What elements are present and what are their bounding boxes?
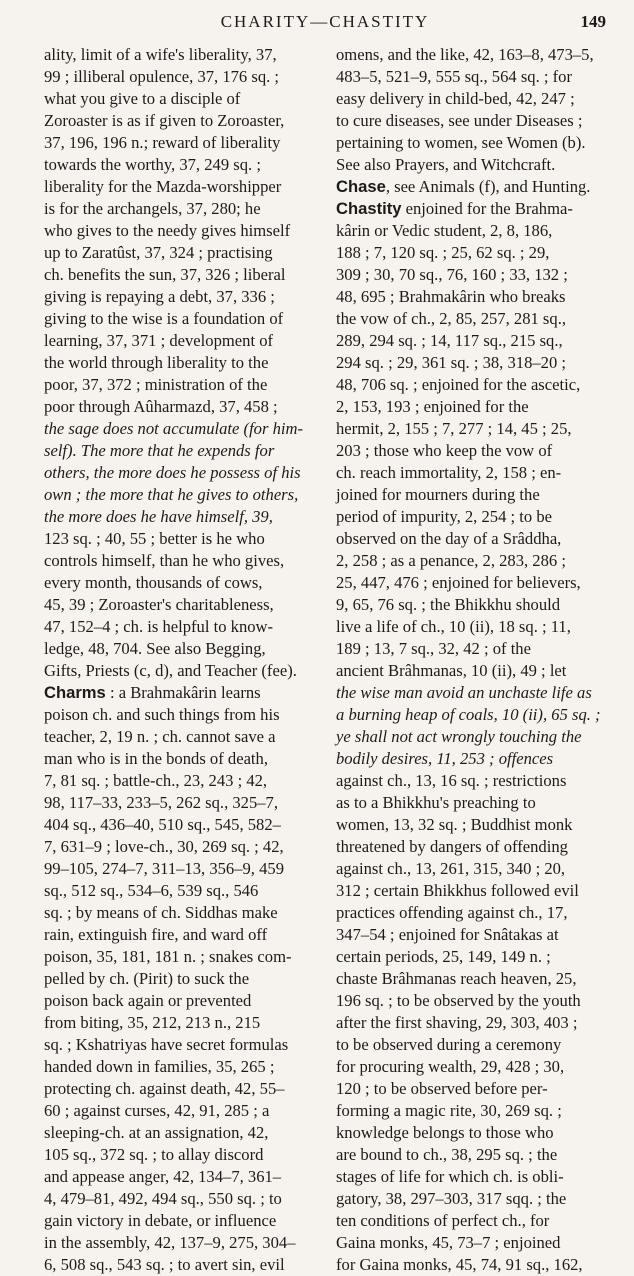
index-line bbox=[336, 176, 618, 198]
index-line-text: a burning heap of coals, 10 (ii), 65 sq. ; bbox=[336, 705, 601, 724]
index-line bbox=[44, 88, 326, 110]
page-number: 149 bbox=[580, 12, 606, 31]
index-line-text: joined for mourners during the bbox=[336, 485, 540, 504]
index-line bbox=[44, 572, 326, 594]
index-line-text: poor, 37, 372 ; ministration of the bbox=[44, 375, 268, 394]
index-line-text: kârin or Vedic student, 2, 8, 186, bbox=[336, 221, 553, 240]
index-line-text: women, 13, 32 sq. ; Buddhist monk bbox=[336, 815, 573, 834]
index-line bbox=[44, 44, 326, 66]
index-line bbox=[44, 220, 326, 242]
index-line bbox=[44, 550, 326, 572]
index-line-text: against ch., 13, 16 sq. ; restrictions bbox=[336, 771, 567, 790]
index-line bbox=[44, 880, 326, 902]
index-line-text: pertaining to women, see Women (b). bbox=[336, 133, 586, 152]
index-line bbox=[44, 440, 326, 462]
index-line-text: 312 ; certain Bhikkhus followed evil bbox=[336, 881, 579, 900]
index-line-text: sleeping-ch. at an assignation, 42, bbox=[44, 1123, 269, 1142]
index-line bbox=[44, 1056, 326, 1078]
index-line bbox=[44, 1210, 326, 1232]
index-line-text: 289, 294 sq. ; 14, 117 sq., 215 sq., bbox=[336, 331, 563, 350]
index-line bbox=[336, 242, 618, 264]
index-line-text: stages of life for which ch. is obli- bbox=[336, 1167, 564, 1186]
index-line-text: sq. ; Kshatriyas have secret formulas bbox=[44, 1035, 289, 1054]
index-line bbox=[336, 704, 618, 726]
index-column-left bbox=[44, 44, 326, 1274]
index-line bbox=[336, 1122, 618, 1144]
index-line-text: every month, thousands of cows, bbox=[44, 573, 263, 592]
index-line-text: 9, 65, 76 sq. ; the Bhikkhu should bbox=[336, 595, 561, 614]
index-headword: Chase bbox=[336, 177, 386, 196]
index-line bbox=[336, 682, 618, 704]
index-line bbox=[336, 484, 618, 506]
index-line bbox=[336, 1210, 618, 1232]
index-line bbox=[44, 352, 326, 374]
index-line-text: up to Zaratûst, 37, 324 ; practising bbox=[44, 243, 273, 262]
index-line bbox=[44, 264, 326, 286]
index-line bbox=[336, 616, 618, 638]
index-line-text: poison back again or prevented bbox=[44, 991, 252, 1010]
index-line-text: the wise man avoid an unchaste life as bbox=[336, 683, 592, 702]
index-line-text: 98, 117–33, 233–5, 262 sq., 325–7, bbox=[44, 793, 279, 812]
index-line-text: is for the archangels, 37, 280; he bbox=[44, 199, 261, 218]
index-line-text: live a life of ch., 10 (ii), 18 sq. ; 11, bbox=[336, 617, 571, 636]
index-line-text: to be observed during a ceremony bbox=[336, 1035, 562, 1054]
index-line-text: Gaina monks, 45, 73–7 ; enjoined bbox=[336, 1233, 561, 1252]
index-line-text: 7, 81 sq. ; battle-ch., 23, 243 ; 42, bbox=[44, 771, 268, 790]
index-line-text: for procuring wealth, 29, 428 ; 30, bbox=[336, 1057, 565, 1076]
index-line bbox=[336, 594, 618, 616]
index-line bbox=[336, 330, 618, 352]
index-line bbox=[44, 286, 326, 308]
index-line-text: as to a Bhikkhu's preaching to bbox=[336, 793, 536, 812]
index-line-text: 2, 153, 193 ; enjoined for the bbox=[336, 397, 529, 416]
index-line bbox=[336, 660, 618, 682]
index-line-text: for Gaina monks, 45, 74, 91 sq., 162, bbox=[336, 1255, 583, 1274]
index-line-text: 2, 258 ; as a penance, 2, 283, 286 ; bbox=[336, 551, 566, 570]
index-line-text: , see Animals (f), and Hunting. bbox=[385, 177, 591, 196]
index-line-text: the more does he have himself, 39, bbox=[44, 507, 273, 526]
index-line bbox=[336, 286, 618, 308]
index-headword: Chastity bbox=[336, 199, 402, 218]
index-line bbox=[336, 1166, 618, 1188]
index-line bbox=[336, 968, 618, 990]
index-line-text: period of impurity, 2, 254 ; to be bbox=[336, 507, 552, 526]
index-line bbox=[44, 858, 326, 880]
index-line-text: towards the worthy, 37, 249 sq. ; bbox=[44, 155, 261, 174]
index-line bbox=[44, 748, 326, 770]
index-line-text: protecting ch. against death, 42, 55– bbox=[44, 1079, 285, 1098]
index-line-text: sq., 512 sq., 534–6, 539 sq., 546 bbox=[44, 881, 259, 900]
index-line-text: See also Prayers, and Witchcraft. bbox=[336, 155, 556, 174]
index-line-text: chaste Brâhmanas reach heaven, 25, bbox=[336, 969, 577, 988]
index-line-text: 99–105, 274–7, 311–13, 356–9, 459 bbox=[44, 859, 284, 878]
index-line-text: Gifts, Priests (c, d), and Teacher (fee). bbox=[44, 661, 297, 680]
index-line bbox=[44, 418, 326, 440]
index-line bbox=[44, 616, 326, 638]
index-line-text: 203 ; those who keep the vow of bbox=[336, 441, 553, 460]
index-line bbox=[336, 1034, 618, 1056]
index-line-text: the vow of ch., 2, 85, 257, 281 sq., bbox=[336, 309, 566, 328]
index-line-text: practices offending against ch., 17, bbox=[336, 903, 568, 922]
index-line-text: observed on the day of a Srâddha, bbox=[336, 529, 562, 548]
index-line bbox=[336, 1144, 618, 1166]
index-line-text: 4, 479–81, 492, 494 sq., 550 sq. ; to bbox=[44, 1189, 282, 1208]
index-line-text: 105 sq., 372 sq. ; to allay discord bbox=[44, 1145, 264, 1164]
index-line bbox=[44, 946, 326, 968]
index-line-text: 45, 39 ; Zoroaster's charitableness, bbox=[44, 595, 274, 614]
index-line bbox=[336, 66, 618, 88]
index-line-text: bodily desires, 11, 253 ; offences bbox=[336, 749, 554, 768]
index-line-text: 404 sq., 436–40, 510 sq., 545, 582– bbox=[44, 815, 281, 834]
index-line-text: 7, 631–9 ; love-ch., 30, 269 sq. ; 42, bbox=[44, 837, 284, 856]
index-line-text: : a Brahmakârin learns bbox=[105, 683, 261, 702]
index-line bbox=[336, 836, 618, 858]
index-line-text: hermit, 2, 155 ; 7, 277 ; 14, 45 ; 25, bbox=[336, 419, 572, 438]
index-line bbox=[44, 1232, 326, 1254]
index-line-text: 6, 508 sq., 543 sq. ; to avert sin, evil bbox=[44, 1255, 285, 1274]
index-line-text: 123 sq. ; 40, 55 ; better is he who bbox=[44, 529, 265, 548]
index-column-right bbox=[336, 44, 618, 1274]
index-line-text: man who is in the bonds of death, bbox=[44, 749, 268, 768]
index-line-text: 196 sq. ; to be observed by the youth bbox=[336, 991, 581, 1010]
index-line bbox=[336, 1232, 618, 1254]
index-line bbox=[44, 506, 326, 528]
index-line-text: 347–54 ; enjoined for Snâtakas at bbox=[336, 925, 559, 944]
index-line-text: ye shall not act wrongly touching the bbox=[336, 727, 582, 746]
index-line-text: from biting, 35, 212, 213 n., 215 bbox=[44, 1013, 261, 1032]
index-line-text: 309 ; 30, 70 sq., 76, 160 ; 33, 132 ; bbox=[336, 265, 568, 284]
index-line bbox=[336, 264, 618, 286]
index-line bbox=[44, 374, 326, 396]
index-line-text: gatory, 38, 297–303, 317 sqq. ; the bbox=[336, 1189, 567, 1208]
index-line-text: self). The more that he expends for bbox=[44, 441, 275, 460]
index-line-text: certain periods, 25, 149, 149 n. ; bbox=[336, 947, 551, 966]
index-line bbox=[336, 110, 618, 132]
index-line bbox=[336, 352, 618, 374]
index-line bbox=[44, 198, 326, 220]
index-line-text: controls himself, than he who gives, bbox=[44, 551, 285, 570]
index-line bbox=[336, 726, 618, 748]
index-line bbox=[44, 594, 326, 616]
running-title: CHARITY—CHASTITY bbox=[220, 12, 430, 31]
index-line bbox=[336, 748, 618, 770]
index-line bbox=[44, 1012, 326, 1034]
index-line bbox=[44, 528, 326, 550]
index-line bbox=[44, 242, 326, 264]
index-line-text: 483–5, 521–9, 555 sq., 564 sq. ; for bbox=[336, 67, 572, 86]
index-line bbox=[44, 462, 326, 484]
index-line bbox=[44, 726, 326, 748]
index-line bbox=[44, 154, 326, 176]
index-line bbox=[44, 924, 326, 946]
index-line bbox=[44, 638, 326, 660]
index-line bbox=[44, 1166, 326, 1188]
index-line-text: are bound to ch., 38, 295 sq. ; the bbox=[336, 1145, 558, 1164]
index-line bbox=[336, 1056, 618, 1078]
index-line bbox=[336, 220, 618, 242]
index-line-text: in the assembly, 42, 137–9, 275, 304– bbox=[44, 1233, 296, 1252]
index-line bbox=[336, 1254, 618, 1276]
index-line bbox=[336, 418, 618, 440]
index-line-text: giving is repaying a debt, 37, 336 ; bbox=[44, 287, 275, 306]
index-line bbox=[44, 1100, 326, 1122]
index-line-text: who gives to the needy gives himself bbox=[44, 221, 291, 240]
index-line bbox=[44, 308, 326, 330]
index-line bbox=[44, 484, 326, 506]
index-line bbox=[44, 990, 326, 1012]
index-line bbox=[336, 440, 618, 462]
index-line bbox=[44, 836, 326, 858]
index-line-text: pelled by ch. (Pirit) to suck the bbox=[44, 969, 250, 988]
index-line-text: enjoined for the Brahma- bbox=[401, 199, 573, 218]
index-line bbox=[336, 990, 618, 1012]
index-line bbox=[44, 330, 326, 352]
index-line-text: 48, 695 ; Brahmakârin who breaks bbox=[336, 287, 566, 306]
index-line-text: own ; the more that he gives to others, bbox=[44, 485, 299, 504]
index-line bbox=[336, 1100, 618, 1122]
index-line-text: threatened by dangers of offending bbox=[336, 837, 568, 856]
index-line-text: forming a magic rite, 30, 269 sq. ; bbox=[336, 1101, 562, 1120]
index-line bbox=[336, 572, 618, 594]
index-line-text: 48, 706 sq. ; enjoined for the ascetic, bbox=[336, 375, 581, 394]
index-line bbox=[336, 462, 618, 484]
index-line bbox=[336, 770, 618, 792]
index-line-text: easy delivery in child-bed, 42, 247 ; bbox=[336, 89, 575, 108]
index-line-text: ality, limit of a wife's liberality, 37, bbox=[44, 45, 277, 64]
index-line-text: omens, and the like, 42, 163–8, 473–5, bbox=[336, 45, 594, 64]
index-line bbox=[44, 814, 326, 836]
index-line bbox=[336, 1188, 618, 1210]
index-line bbox=[336, 858, 618, 880]
index-line-text: ch. reach immortality, 2, 158 ; en- bbox=[336, 463, 562, 482]
index-line-text: poor through Aûharmazd, 37, 458 ; bbox=[44, 397, 278, 416]
index-line bbox=[336, 44, 618, 66]
index-line bbox=[336, 506, 618, 528]
index-line-text: the world through liberality to the bbox=[44, 353, 269, 372]
index-line bbox=[336, 550, 618, 572]
index-line bbox=[336, 528, 618, 550]
index-line-text: 294 sq. ; 29, 361 sq. ; 38, 318–20 ; bbox=[336, 353, 567, 372]
index-line-text: to cure diseases, see under Diseases ; bbox=[336, 111, 583, 130]
index-line bbox=[44, 1034, 326, 1056]
index-line bbox=[44, 396, 326, 418]
index-line-text: against ch., 13, 261, 315, 340 ; 20, bbox=[336, 859, 566, 878]
index-line bbox=[44, 704, 326, 726]
index-line bbox=[336, 374, 618, 396]
index-line-text: ten conditions of perfect ch., for bbox=[336, 1211, 550, 1230]
index-line bbox=[44, 1122, 326, 1144]
index-line bbox=[44, 1144, 326, 1166]
index-line bbox=[44, 770, 326, 792]
index-line-text: teacher, 2, 19 n. ; ch. cannot save a bbox=[44, 727, 276, 746]
index-line-text: 47, 152–4 ; ch. is helpful to know- bbox=[44, 617, 274, 636]
index-line-text: sq. ; by means of ch. Siddhas make bbox=[44, 903, 278, 922]
index-line-text: giving to the wise is a foundation of bbox=[44, 309, 284, 328]
index-line bbox=[44, 660, 326, 682]
index-line-text: what you give to a disciple of bbox=[44, 89, 241, 108]
index-line bbox=[44, 792, 326, 814]
index-line-text: handed down in families, 35, 265 ; bbox=[44, 1057, 275, 1076]
index-line bbox=[44, 1254, 326, 1276]
index-line-text: 120 ; to be observed before per- bbox=[336, 1079, 548, 1098]
index-line-text: others, the more does he possess of his bbox=[44, 463, 301, 482]
index-headword: Charms bbox=[44, 683, 106, 702]
index-line bbox=[336, 1012, 618, 1034]
index-line-text: liberality for the Mazda-worshipper bbox=[44, 177, 282, 196]
index-line-text: 99 ; illiberal opulence, 37, 176 sq. ; bbox=[44, 67, 280, 86]
index-line-text: 60 ; against curses, 42, 91, 285 ; a bbox=[44, 1101, 270, 1120]
index-line-text: rain, extinguish fire, and ward off bbox=[44, 925, 268, 944]
index-line-text: poison, 35, 181, 181 n. ; snakes com- bbox=[44, 947, 292, 966]
index-line bbox=[44, 110, 326, 132]
index-line-text: ch. benefits the sun, 37, 326 ; liberal bbox=[44, 265, 286, 284]
index-line-text: ledge, 48, 704. See also Begging, bbox=[44, 639, 266, 658]
index-line bbox=[336, 88, 618, 110]
index-line-text: and appease anger, 42, 134–7, 361– bbox=[44, 1167, 282, 1186]
index-line bbox=[336, 792, 618, 814]
index-line-text: 189 ; 13, 7 sq., 32, 42 ; of the bbox=[336, 639, 531, 658]
index-line bbox=[336, 132, 618, 154]
index-line bbox=[44, 968, 326, 990]
index-line bbox=[44, 902, 326, 924]
index-line bbox=[336, 308, 618, 330]
index-line bbox=[44, 176, 326, 198]
index-line bbox=[44, 1078, 326, 1100]
index-line-text: ancient Brâhmanas, 10 (ii), 49 ; let bbox=[336, 661, 567, 680]
index-line-text: Zoroaster is as if given to Zoroaster, bbox=[44, 111, 285, 130]
index-line-text: knowledge belongs to those who bbox=[336, 1123, 554, 1142]
index-line bbox=[336, 946, 618, 968]
page-header bbox=[40, 12, 610, 40]
index-line-text: gain victory in debate, or influence bbox=[44, 1211, 277, 1230]
index-line-text: 37, 196, 196 n.; reward of liberality bbox=[44, 133, 281, 152]
index-line-text: poison ch. and such things from his bbox=[44, 705, 280, 724]
index-line bbox=[44, 132, 326, 154]
index-line bbox=[44, 66, 326, 88]
index-line-text: the sage does not accumulate (for him- bbox=[44, 419, 303, 438]
index-line bbox=[336, 638, 618, 660]
index-line bbox=[336, 814, 618, 836]
index-line-text: 188 ; 7, 120 sq. ; 25, 62 sq. ; 29, bbox=[336, 243, 550, 262]
index-line bbox=[336, 396, 618, 418]
index-line bbox=[336, 198, 618, 220]
index-line-text: learning, 37, 371 ; development of bbox=[44, 331, 274, 350]
index-line bbox=[336, 924, 618, 946]
index-line bbox=[44, 682, 326, 704]
index-line-text: after the first shaving, 29, 303, 403 ; bbox=[336, 1013, 578, 1032]
index-line bbox=[336, 154, 618, 176]
index-line bbox=[336, 1078, 618, 1100]
index-line bbox=[336, 880, 618, 902]
index-line-text: 25, 447, 476 ; enjoined for believers, bbox=[336, 573, 581, 592]
index-line bbox=[44, 1188, 326, 1210]
index-line bbox=[336, 902, 618, 924]
